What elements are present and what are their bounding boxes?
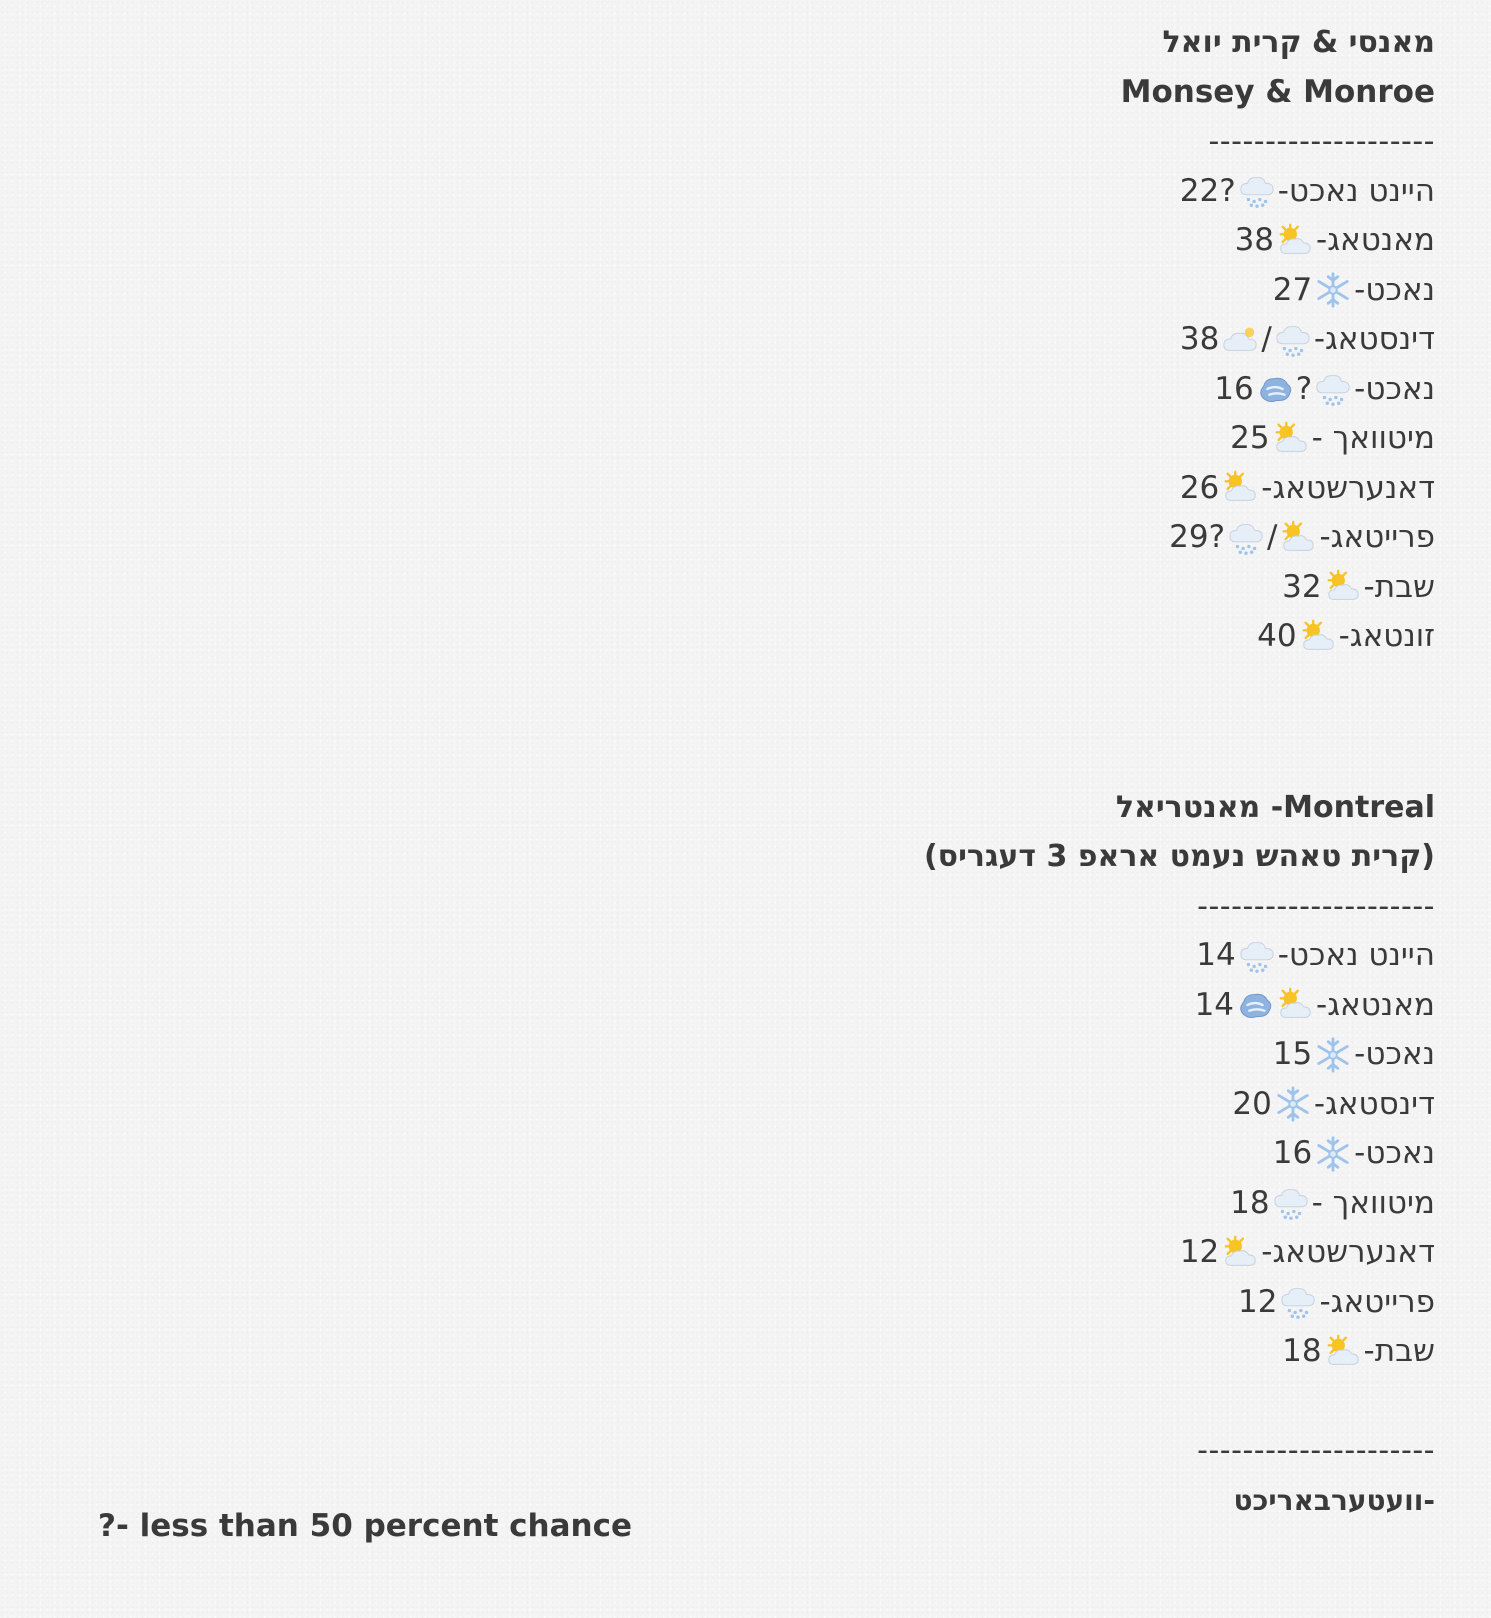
temperature-value: 12 — [1179, 1234, 1220, 1270]
day-label: נאכט- — [1354, 370, 1435, 407]
section2-row — [435, 1278, 1435, 1328]
day-label: דאנערשטאג- — [1261, 469, 1435, 506]
temperature-value: 29? — [1169, 519, 1226, 555]
day-label: דינסטאג- — [1313, 1085, 1435, 1122]
sun-cloud-icon — [1221, 469, 1259, 507]
snow-cloud-icon — [1274, 321, 1312, 359]
temperature-value: 14 — [1196, 937, 1236, 973]
temperature-value: 18 — [1282, 1333, 1322, 1369]
footer-note: ?- less than 50 percent chance — [98, 1508, 633, 1544]
temperature-value: 15 — [1272, 1036, 1313, 1072]
sun-cloud-icon — [1324, 568, 1362, 606]
section1-row — [435, 266, 1435, 316]
temperature-value: 27 — [1272, 271, 1313, 308]
wind-icon — [1256, 370, 1294, 408]
section2-row — [435, 981, 1435, 1031]
sun-cloud-icon — [1272, 420, 1310, 458]
snow-cloud-icon — [1238, 172, 1276, 210]
temperature-value: 14 — [1194, 986, 1235, 1023]
section1-row — [435, 216, 1435, 266]
sun-cloud-icon — [1276, 222, 1314, 260]
section1-row — [435, 365, 1435, 415]
snow-cloud-icon — [1238, 937, 1276, 975]
section1-forecast-list — [435, 167, 1435, 662]
section1-row — [435, 414, 1435, 464]
day-label: דינסטאג- — [1313, 321, 1435, 357]
section2-subtitle: (קרית טאהש נעמט אראפ 3 דעגריס) — [923, 839, 1435, 874]
section1-row — [435, 315, 1435, 365]
temperature-value: 26 — [1179, 469, 1220, 506]
wind-icon — [1236, 986, 1274, 1024]
day-label: נאכט- — [1354, 1135, 1435, 1171]
section1-row — [435, 612, 1435, 662]
sun-cloud-icon — [1221, 1234, 1259, 1272]
temperature-value: 18 — [1230, 1184, 1270, 1221]
section1-row — [435, 167, 1435, 217]
day-label: זונטאג- — [1338, 618, 1435, 654]
section2-row — [435, 1327, 1435, 1377]
bottom-separator: --------------------- — [1197, 1433, 1435, 1468]
day-label: היינט נאכט- — [1277, 172, 1435, 209]
day-label: פרייטאג- — [1319, 1283, 1435, 1320]
temperature-value: 40 — [1257, 618, 1297, 654]
sun-cloud-icon — [1299, 618, 1337, 656]
temperature-value: 16 — [1214, 370, 1254, 407]
day-label: פרייטאג- — [1319, 519, 1435, 555]
section1-row — [435, 464, 1435, 514]
section2-title: Montreal- מאנטריאל — [1115, 789, 1435, 825]
slash-separator: / — [1267, 519, 1278, 555]
day-label: שבת- — [1363, 1333, 1435, 1369]
section1-separator: -------------------- — [1208, 124, 1435, 159]
snowflake-icon — [1314, 1036, 1352, 1074]
section2-row — [435, 1030, 1435, 1080]
slash-separator: / — [1261, 321, 1272, 357]
uncertain-mark: ? — [1295, 370, 1313, 407]
section1-row — [435, 563, 1435, 613]
day-label: נאכט- — [1354, 1036, 1435, 1072]
snow-cloud-icon — [1227, 519, 1265, 557]
temperature-value: 38 — [1234, 222, 1275, 258]
temperature-value: 16 — [1272, 1135, 1313, 1171]
sun-cloud-icon — [1276, 986, 1314, 1024]
snow-cloud-icon — [1272, 1184, 1310, 1222]
temperature-value: 20 — [1232, 1085, 1272, 1122]
day-label: היינט נאכט- — [1277, 937, 1435, 973]
day-label: דאנערשטאג- — [1261, 1234, 1435, 1270]
section1-title-he: מאנסי & קרית יואל — [1162, 25, 1435, 60]
cloud-icon — [1221, 321, 1259, 359]
section2-forecast-list — [435, 931, 1435, 1377]
snowflake-icon — [1314, 271, 1352, 309]
section2-row — [435, 1179, 1435, 1229]
section2-row — [435, 931, 1435, 981]
sun-cloud-icon — [1324, 1333, 1362, 1371]
day-label: נאכט- — [1354, 271, 1435, 308]
temperature-value: 12 — [1238, 1283, 1278, 1320]
temperature-value: 38 — [1179, 321, 1220, 357]
day-label: מאנטאג- — [1316, 986, 1435, 1023]
temperature-value: 22? — [1179, 172, 1236, 209]
day-label: מאנטאג- — [1316, 222, 1435, 258]
day-label: מיטוואך - — [1311, 1184, 1435, 1221]
section2-row — [435, 1080, 1435, 1130]
sun-cloud-icon — [1279, 519, 1317, 557]
note-body — [435, 18, 1435, 1525]
day-label: שבת- — [1363, 568, 1435, 605]
section2-row — [435, 1228, 1435, 1278]
snow-cloud-icon — [1314, 370, 1352, 408]
temperature-value: 32 — [1282, 568, 1322, 605]
section1-row — [435, 513, 1435, 563]
snowflake-icon — [1274, 1085, 1312, 1123]
forecaster-signature: -וועטערבאריכט — [1233, 1483, 1435, 1517]
section1-title-en: Monsey & Monroe — [1120, 73, 1435, 110]
snowflake-icon — [1314, 1135, 1352, 1173]
section2-separator: --------------------- — [1197, 888, 1435, 924]
day-label: מיטוואך - — [1311, 420, 1435, 456]
snow-cloud-icon — [1279, 1283, 1317, 1321]
temperature-value: 25 — [1230, 420, 1270, 456]
section2-row — [435, 1129, 1435, 1179]
